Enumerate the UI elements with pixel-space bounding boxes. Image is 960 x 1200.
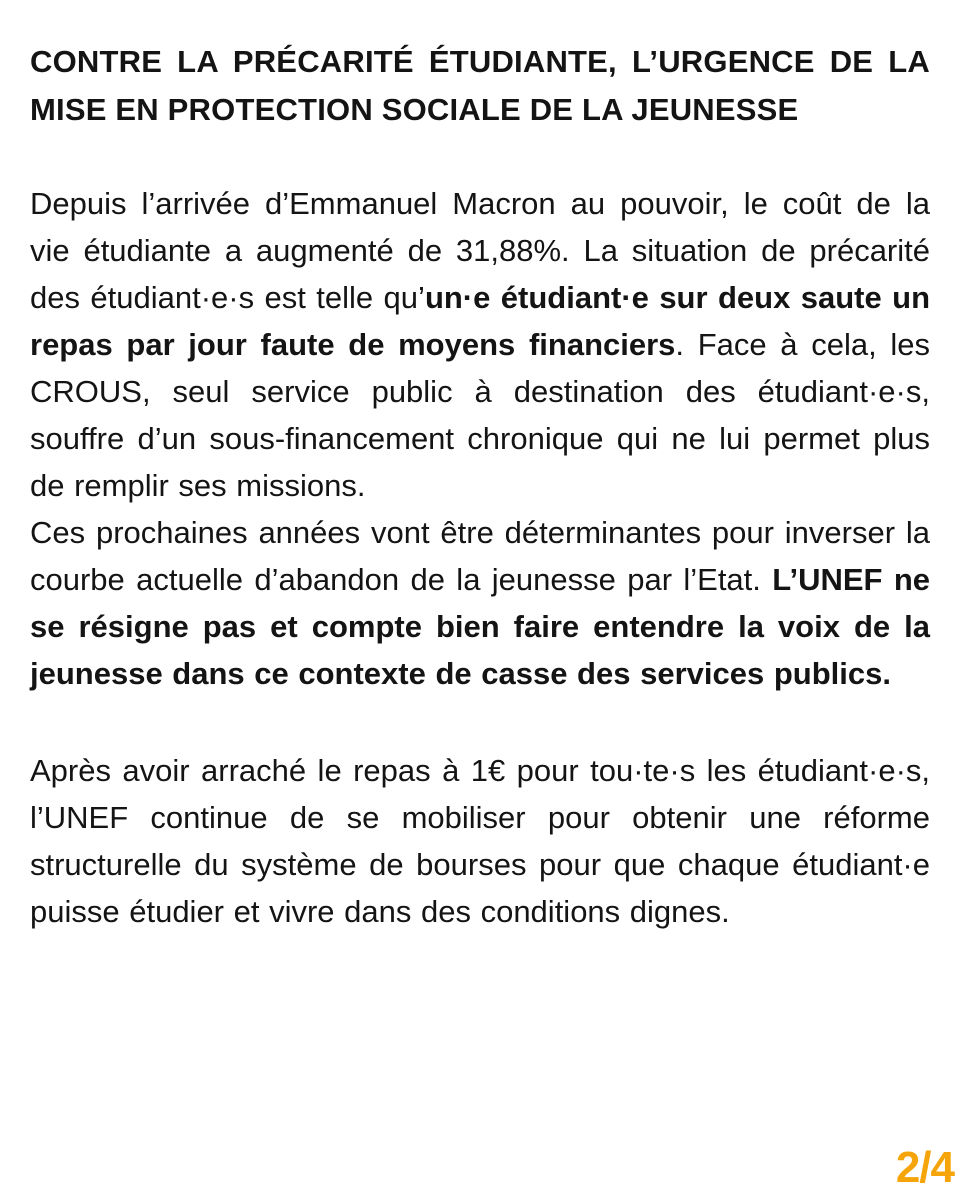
paragraph-2-lead: Ces prochaines années vont être déterminantes pour inverser la courbe actuelle d’abandon de la jeunesse par l’Etat. — [30, 515, 930, 597]
article — [30, 38, 930, 935]
paragraph-1-lead: Depuis l’arrivée d’Emmanuel Macron au pouvoir, le coût de la vie étudiante a augmenté de 31,88%. La situation de précarité des étudiant·e·s est telle qu’ — [30, 186, 930, 315]
paragraph-unef-stance — [30, 509, 930, 697]
headline: CONTRE LA PRÉCARITÉ ÉTUDIANTE, L’URGENCE DE LA MISE EN PROTECTION SOCIALE DE LA JEUNESSE — [30, 44, 930, 127]
paragraph-cost-of-living — [30, 180, 930, 509]
paragraph-1-tail: . Face à cela, les CROUS, seul service public à destination des étudiant·e·s, souffre d’un sous-financement chronique qui ne lui permet plus de remplir ses missions. — [30, 327, 930, 503]
paragraph-scholarship-reform: Après avoir arraché le repas à 1€ pour tou·te·s les étudiant·e·s, l’UNEF continue de se mobiliser pour obtenir une réforme structurelle du système de bourses pour que chaque étudiant·e puisse étudier et vivre dans des conditions dignes. — [30, 753, 930, 929]
page-number: 2/4 — [895, 1143, 954, 1192]
paragraph-1-bold: un·e étudiant·e sur deux saute un repas par jour faute de moyens financiers — [30, 280, 930, 362]
paragraph-2-bold: L’UNEF ne se résigne pas et compte bien faire entendre la voix de la jeunesse dans ce contexte de casse des services publics. — [30, 562, 930, 691]
